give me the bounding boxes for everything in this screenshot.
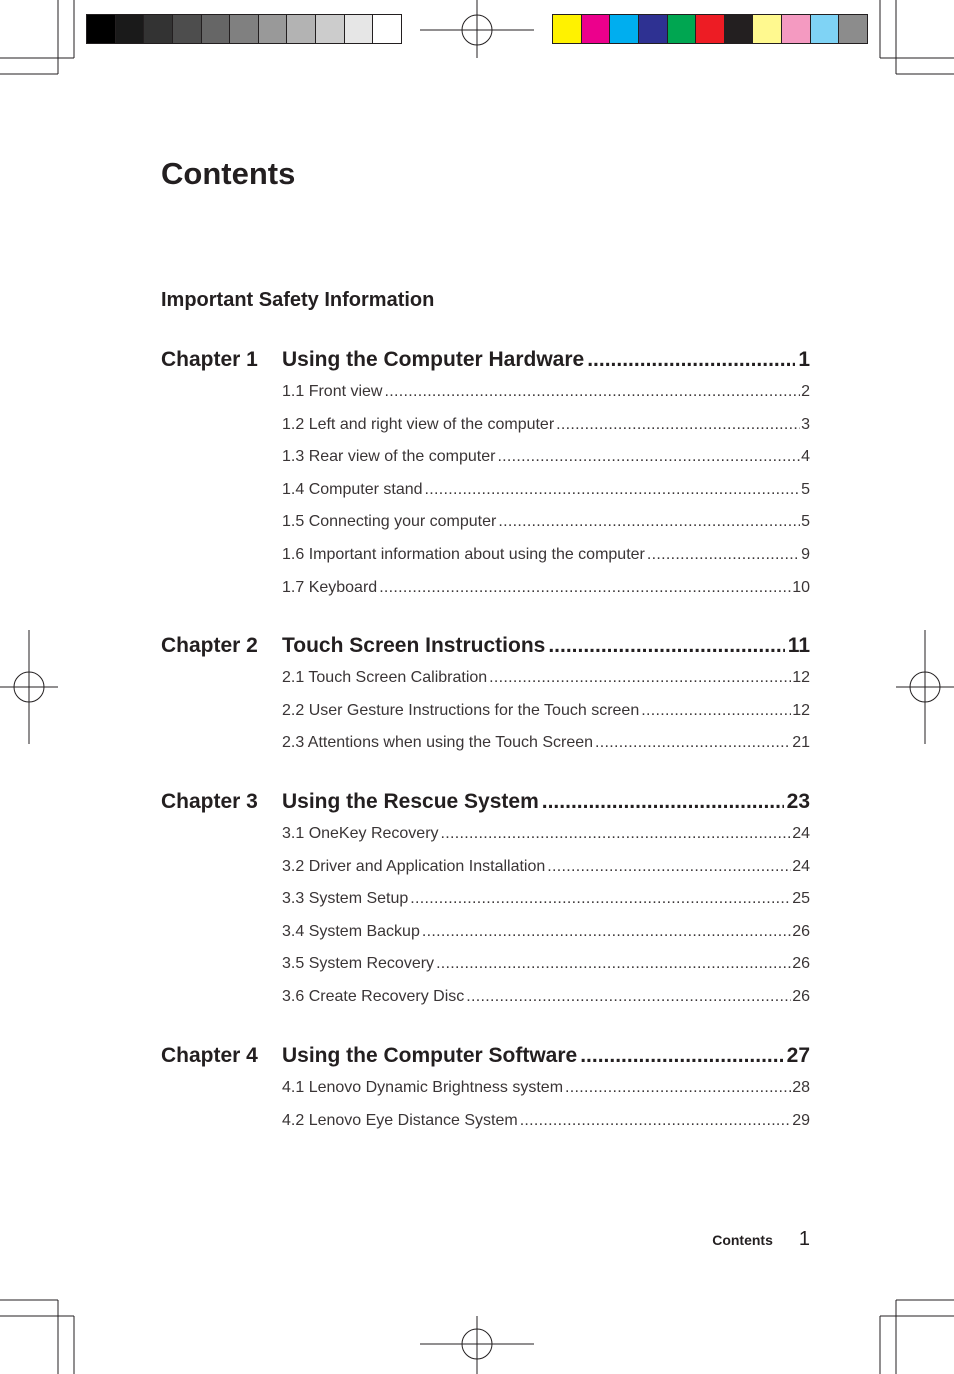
dot-leader (441, 825, 792, 843)
dot-leader (565, 1079, 791, 1097)
toc-entry-page: 9 (801, 545, 810, 563)
safety-information-heading: Important Safety Information (161, 289, 435, 311)
dot-leader (489, 669, 791, 687)
toc-entry-title: 3.4 System Backup (282, 922, 420, 940)
chapter-entries (282, 669, 810, 767)
toc-entry-page: 5 (801, 480, 810, 498)
process-color-swatch (639, 15, 668, 43)
process-color-swatch (668, 15, 697, 43)
toc-entry-page: 26 (792, 922, 810, 940)
grayscale-swatch (202, 15, 231, 43)
toc-entry-title: 3.2 Driver and Application Installation (282, 857, 546, 875)
toc-entry[interactable] (282, 734, 810, 767)
toc-entry-title: 2.1 Touch Screen Calibration (282, 669, 488, 686)
chapter-section (161, 348, 810, 611)
dot-leader (436, 955, 791, 973)
toc-entry-page: 12 (792, 669, 810, 686)
toc-entry-page: 3 (801, 415, 810, 433)
dot-leader (641, 702, 791, 720)
toc-entry-page: 24 (792, 857, 810, 875)
chapter-label: Chapter 3 (161, 790, 258, 813)
toc-entry[interactable] (282, 383, 810, 416)
dot-leader (497, 448, 800, 466)
grayscale-swatch (116, 15, 145, 43)
toc-entry-title: 4.2 Lenovo Eye Distance System (282, 1111, 518, 1129)
chapter-heading[interactable] (161, 634, 810, 664)
toc-entry-title: 3.5 System Recovery (282, 955, 435, 973)
toc-entry[interactable] (282, 416, 810, 449)
dot-leader (547, 858, 791, 876)
page-title: Contents (161, 156, 296, 191)
process-color-swatch (753, 15, 782, 43)
toc-entry-page: 29 (792, 1111, 810, 1129)
toc-entry-page: 5 (801, 513, 810, 531)
toc-entry-title: 4.1 Lenovo Dynamic Brightness system (282, 1079, 564, 1096)
footer-section-label: Contents (712, 1232, 773, 1248)
dot-leader (410, 890, 791, 908)
toc-entry[interactable] (282, 546, 810, 579)
process-color-swatch (696, 15, 725, 43)
toc-entry-title: 3.3 System Setup (282, 890, 409, 908)
chapter-entries (282, 825, 810, 1021)
toc-entry-title: 3.1 OneKey Recovery (282, 825, 439, 842)
dot-leader (498, 513, 800, 531)
dot-leader (425, 481, 801, 499)
toc-entry[interactable] (282, 955, 810, 988)
toc-entry-page: 26 (792, 955, 810, 973)
dot-leader (384, 383, 800, 401)
chapter-entries (282, 383, 810, 611)
toc-entry-page: 4 (801, 448, 810, 466)
toc-entry[interactable] (282, 988, 810, 1021)
toc-entry-title: 3.6 Create Recovery Disc (282, 987, 465, 1005)
grayscale-swatch (287, 15, 316, 43)
process-color-swatch (839, 15, 867, 43)
grayscale-swatch (144, 15, 173, 43)
toc-entry-title: 1.2 Left and right view of the computer (282, 415, 555, 433)
registration-target-left (0, 630, 58, 744)
footer-page-number: 1 (798, 1228, 810, 1250)
chapter-heading[interactable] (161, 1044, 810, 1074)
process-color-swatch (782, 15, 811, 43)
toc-entry[interactable] (282, 669, 810, 702)
registration-target-top (420, 0, 534, 58)
toc-entry-page: 21 (792, 734, 810, 752)
registration-target-right (896, 630, 954, 744)
dot-leader (542, 790, 784, 814)
chapter-title: Using the Rescue System (282, 790, 539, 813)
dot-leader (647, 546, 800, 564)
toc-entry[interactable] (282, 481, 810, 514)
toc-entry-page: 28 (792, 1079, 810, 1096)
dot-leader (520, 1112, 792, 1130)
toc-entry[interactable] (282, 923, 810, 956)
toc-entry[interactable] (282, 702, 810, 735)
chapter-heading[interactable] (161, 348, 810, 378)
toc-entry-title: 1.1 Front view (282, 383, 383, 400)
chapter-page-number: 11 (787, 634, 810, 657)
grayscale-swatch (173, 15, 202, 43)
toc-entry[interactable] (282, 858, 810, 891)
process-color-swatch (610, 15, 639, 43)
chapter-title: Touch Screen Instructions (282, 634, 546, 657)
chapter-section (161, 1044, 810, 1144)
toc-entry-title: 1.4 Computer stand (282, 480, 423, 498)
dot-leader (595, 734, 791, 752)
toc-entry-page: 10 (792, 578, 810, 596)
chapter-page-number: 23 (786, 790, 810, 813)
chapter-heading[interactable] (161, 790, 810, 820)
toc-entry[interactable] (282, 513, 810, 546)
chapter-title: Using the Computer Hardware (282, 348, 585, 371)
toc-entry[interactable] (282, 1079, 810, 1112)
toc-entry-page: 26 (792, 987, 810, 1005)
process-color-swatch (725, 15, 754, 43)
grayscale-swatch (316, 15, 345, 43)
toc-entry-title: 1.7 Keyboard (282, 578, 378, 596)
chapter-label: Chapter 4 (161, 1044, 258, 1067)
dot-leader (580, 1044, 783, 1068)
toc-entry-title: 1.3 Rear view of the computer (282, 448, 496, 466)
grayscale-swatch (230, 15, 259, 43)
dot-leader (556, 416, 800, 434)
toc-entry[interactable] (282, 579, 810, 612)
toc-entry-title: 1.5 Connecting your computer (282, 513, 497, 531)
grayscale-swatch (345, 15, 374, 43)
toc-entry-page: 25 (792, 890, 810, 908)
process-color-bar (552, 14, 868, 44)
toc-entry[interactable] (282, 448, 810, 481)
toc-entry[interactable] (282, 825, 810, 858)
chapter-label: Chapter 2 (161, 634, 258, 657)
toc-entry-page: 2 (801, 383, 810, 400)
dot-leader (379, 579, 791, 597)
chapter-title: Using the Computer Software (282, 1044, 578, 1067)
page-footer (712, 1228, 810, 1251)
chapter-section (161, 634, 810, 767)
dot-leader (587, 348, 795, 372)
process-color-swatch (811, 15, 840, 43)
process-color-swatch (553, 15, 582, 43)
chapter-section (161, 790, 810, 1021)
dot-leader (548, 634, 784, 658)
grayscale-swatch (259, 15, 288, 43)
toc-entry[interactable] (282, 1112, 810, 1145)
chapter-page-number: 27 (786, 1044, 810, 1067)
toc-entry[interactable] (282, 890, 810, 923)
dot-leader (466, 988, 791, 1006)
chapter-entries (282, 1079, 810, 1144)
registration-target-bottom (420, 1316, 534, 1374)
toc-entry-page: 12 (792, 701, 810, 719)
dot-leader (422, 923, 791, 941)
grayscale-swatch (87, 15, 116, 43)
toc-entry-title: 2.2 User Gesture Instructions for the Touch screen (282, 701, 640, 719)
chapter-label: Chapter 1 (161, 348, 258, 371)
toc-entry-page: 24 (792, 825, 810, 842)
grayscale-swatch (373, 15, 401, 43)
toc-entry-title: 2.3 Attentions when using the Touch Screen (282, 734, 594, 752)
chapter-page-number: 1 (798, 348, 810, 371)
grayscale-color-bar (86, 14, 402, 44)
process-color-swatch (582, 15, 611, 43)
toc-entry-title: 1.6 Important information about using the computer (282, 545, 645, 563)
